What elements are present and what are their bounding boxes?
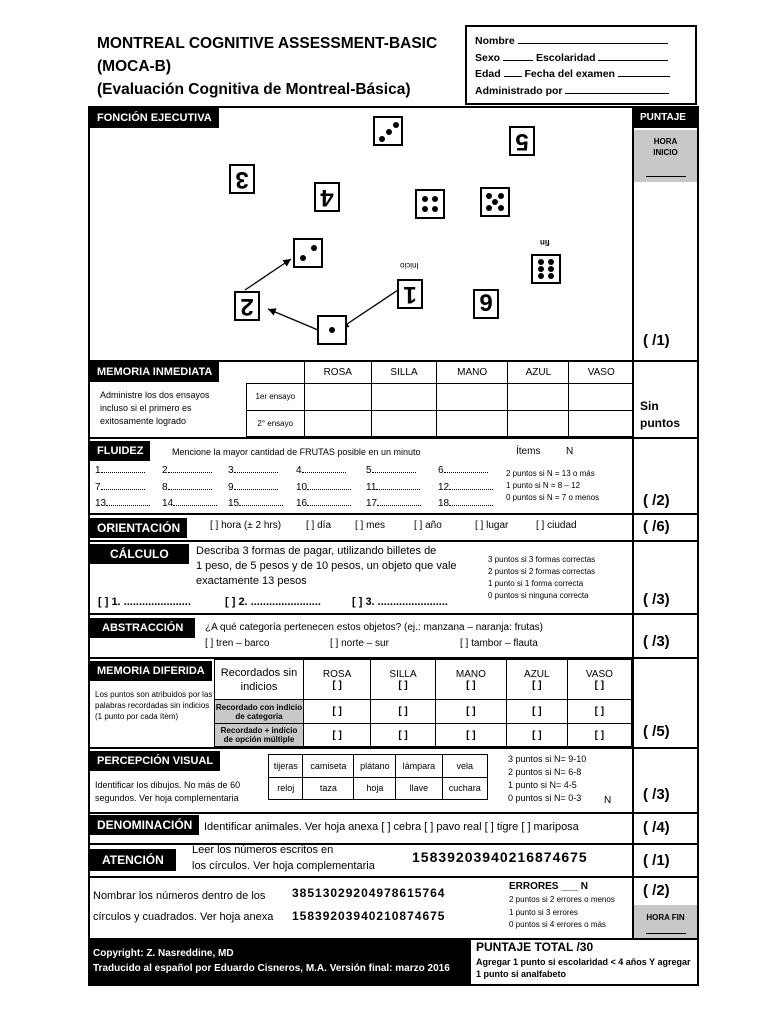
percepcion-rule: 2 puntos si N= 6-8	[508, 767, 582, 777]
diferida-table	[214, 659, 632, 747]
administrado-field[interactable]	[565, 83, 669, 94]
section-title-calculo: CÁLCULO	[90, 544, 189, 564]
fluidez-slot[interactable]	[162, 481, 212, 493]
hora-fin-box	[634, 905, 697, 938]
abstraccion-item-3[interactable]: [ ] tambor – flauta	[460, 638, 538, 649]
fin-label: fin	[540, 238, 550, 247]
section-title-atencion: ATENCIÓN	[90, 849, 176, 871]
sexo-field[interactable]	[503, 50, 533, 61]
checkbox[interactable]: [ ]	[594, 679, 605, 691]
section-title-abstraccion: ABSTRACCIÓN	[90, 618, 195, 638]
word-azul: AZUL	[524, 668, 550, 680]
section-title-percepcion: PERCEPCIÓN VISUAL	[90, 751, 220, 771]
checkbox[interactable]: [ ]	[371, 700, 436, 724]
translation-text: Traducido al español por Eduardo Cisneros, M.A. Versión final: marzo 2016	[93, 963, 450, 974]
calculo-answer-2[interactable]: [ ] 2. .......................	[225, 596, 321, 608]
checkbox[interactable]: [ ]	[435, 700, 506, 724]
word-silla: SILLA	[389, 668, 417, 680]
score-calculo: ( /3)	[643, 591, 670, 608]
section-title-orientacion: ORIENTACIÓN	[90, 518, 187, 538]
recordado-opcion-multiple: Recordado + indicio de opción múltiple	[215, 724, 304, 747]
numeros-sequence-2: 15839203940210874675	[292, 909, 446, 923]
die-three[interactable]	[373, 116, 403, 146]
card-four-rotated[interactable]: 4	[314, 182, 340, 212]
fluidez-slot-number: 11	[366, 482, 377, 493]
cell[interactable]	[569, 384, 634, 411]
fluidez-slot[interactable]	[296, 464, 346, 476]
cell[interactable]	[508, 384, 569, 411]
fluidez-slot[interactable]	[438, 464, 488, 476]
fluidez-slot[interactable]	[228, 481, 278, 493]
fluidez-slot-number: 3	[228, 465, 234, 476]
score-memoria: Sin puntos	[640, 399, 680, 430]
checkbox[interactable]: [ ]	[435, 724, 506, 747]
orient-ano[interactable]: [ ] año	[414, 520, 442, 531]
fluidez-slot[interactable]	[228, 497, 283, 509]
score-abstraccion: ( /3)	[643, 633, 670, 650]
hora-inicio-box	[634, 130, 697, 182]
fluidez-slot[interactable]	[162, 464, 212, 476]
fluidez-slot[interactable]	[228, 464, 278, 476]
nombre-field[interactable]	[518, 33, 668, 44]
fecha-label: Fecha del examen	[524, 68, 615, 80]
percepcion-rule: 3 puntos si N= 9-10	[508, 754, 587, 764]
patient-info-box	[465, 25, 697, 105]
hora-fin-line[interactable]	[646, 933, 686, 934]
orient-hora[interactable]: [ ] hora (± 2 hrs)	[210, 520, 282, 531]
score-fluidez: ( /2)	[643, 492, 670, 509]
calculo-rule: 2 puntos si 2 formas correctas	[488, 567, 596, 576]
orient-dia[interactable]: [ ] día	[306, 520, 332, 531]
fluidez-slot-number: 10	[296, 482, 308, 493]
card-two-rotated[interactable]: 2	[234, 291, 260, 321]
pic-reloj[interactable]: reloj	[269, 777, 303, 800]
sexo-label: Sexo	[475, 51, 501, 64]
fluidez-slot-line	[302, 464, 346, 473]
checkbox[interactable]: [ ]	[466, 679, 476, 691]
fluidez-slot[interactable]	[95, 464, 145, 476]
puntaje-header: PUNTAJE	[634, 108, 697, 128]
fluidez-slot-line	[444, 464, 488, 473]
abstraccion-item-1[interactable]: [ ] tren – barco	[205, 638, 270, 649]
numeros-text-1: Nombrar los números dentro de los	[93, 890, 266, 902]
card-three-rotated[interactable]: 3	[229, 164, 255, 194]
word-mano: MANO	[455, 668, 486, 680]
denominacion-text: Identificar animales. Ver hoja anexa [ ] cebra [ ] pavo real [ ] tigre [ ] mariposa	[204, 821, 579, 833]
pic-tijeras[interactable]: tijeras	[269, 755, 303, 778]
pic-camiseta[interactable]: camiseta	[303, 755, 354, 778]
fluidez-slot-number: 8	[162, 482, 168, 493]
word-vaso: VASO	[585, 668, 613, 680]
die-one[interactable]	[317, 315, 347, 345]
fluidez-slot[interactable]	[366, 481, 420, 493]
section-title-denominacion: DENOMINACIÓN	[90, 815, 199, 835]
divider	[88, 540, 699, 542]
pic-llave[interactable]: llave	[396, 777, 442, 800]
n-label: N	[566, 446, 574, 457]
fluidez-slot-line	[101, 464, 145, 473]
percepcion-rule: 0 puntos si N= 0-3	[508, 793, 582, 803]
fluidez-slot-number: 13	[95, 498, 107, 509]
cell[interactable]	[304, 384, 372, 411]
divider	[88, 437, 699, 439]
fluidez-slot-line	[168, 464, 212, 473]
score-denominacion: ( /4)	[643, 819, 670, 836]
checkbox[interactable]: [ ]	[532, 679, 542, 691]
section-title-memoria: MEMORIA INMEDIATA	[90, 362, 219, 382]
fluidez-slot[interactable]	[366, 497, 421, 509]
calculo-rule: 0 puntos si ninguna correcta	[488, 591, 589, 600]
orient-mes[interactable]: [ ] mes	[355, 520, 386, 531]
score-diferida: ( /5)	[643, 723, 670, 740]
diferida-note: Los puntos son atribuidos por las palabras recordadas sin indicios (1 punto por cada ítem)	[95, 690, 213, 721]
numeros-sequence-1: 38513029204978615764	[292, 886, 446, 900]
checkbox[interactable]: [ ]	[567, 724, 631, 747]
nombre-label: Nombre	[475, 35, 515, 47]
fluidez-slot-number: 12	[438, 482, 450, 493]
errores-label: ERRORES ___ N	[509, 881, 588, 892]
numeros-rule: 0 puntos si 4 errores o más	[509, 920, 606, 929]
fluidez-slot-line	[372, 464, 416, 473]
section-title-ejecutiva: FONCIÓN EJECUTIVA	[90, 108, 219, 128]
pic-platano[interactable]: plátano	[354, 755, 396, 778]
fluidez-rule: 0 puntos si N = 7 o menos	[506, 493, 600, 502]
fluidez-instruction: Mencione la mayor cantidad de FRUTAS posible en un minuto	[172, 447, 421, 457]
checkbox[interactable]: [ ]	[506, 700, 567, 724]
copyright-text: Copyright: Z. Nasreddine, MD	[93, 948, 234, 959]
checkbox[interactable]: [ ]	[567, 700, 631, 724]
word-mano: MANO	[437, 362, 508, 384]
fluidez-slot-line	[234, 464, 278, 473]
hora-fin-label: HORA FIN	[646, 913, 685, 922]
fluidez-rule: 1 punto si N = 8 – 12	[506, 481, 581, 490]
card-nine[interactable]: 9	[473, 289, 499, 319]
cell[interactable]	[437, 410, 508, 437]
hora-inicio-line[interactable]	[646, 176, 686, 177]
calculo-line-1: Describa 3 formas de pagar, utilizando billetes de	[196, 545, 437, 557]
fluidez-slot-line	[449, 481, 493, 490]
orient-lugar[interactable]: [ ] lugar	[475, 520, 509, 531]
cell[interactable]	[569, 410, 634, 437]
cell[interactable]	[372, 410, 437, 437]
checkbox[interactable]: [ ]	[506, 724, 567, 747]
orient-ciudad[interactable]: [ ] ciudad	[536, 520, 577, 531]
numeros-text-2: círculos y cuadrados. Ver hoja anexa	[93, 911, 274, 923]
footer-credits	[88, 940, 471, 986]
fluidez-slot[interactable]	[438, 481, 493, 493]
checkbox[interactable]: [ ]	[304, 700, 371, 724]
title-line-3: (Evaluación Cognitiva de Montreal-Básica)	[97, 81, 411, 98]
fluidez-slot-line	[173, 497, 217, 506]
fluidez-slot-number: 2	[162, 465, 168, 476]
trial-2-label: 2° ensayo	[247, 410, 305, 437]
items-label: Ítems	[516, 446, 541, 457]
numeros-rule: 2 puntos si 2 errores o menos	[509, 895, 615, 904]
fluidez-slot-number: 16	[296, 498, 308, 509]
trail-arrows	[88, 106, 632, 360]
pic-taza[interactable]: taza	[303, 777, 354, 800]
score-atencion: ( /1)	[643, 852, 670, 869]
score-percepcion: ( /3)	[643, 786, 670, 803]
fluidez-slot[interactable]	[95, 497, 150, 509]
fluidez-slot-line	[234, 481, 278, 490]
cell[interactable]	[304, 410, 372, 437]
pic-hoja[interactable]: hoja	[354, 777, 396, 800]
divider	[88, 613, 699, 615]
cell[interactable]	[372, 384, 437, 411]
edad-label: Edad	[475, 68, 501, 80]
title-line-1: MONTREAL COGNITIVE ASSESSMENT-BASIC	[97, 35, 438, 52]
checkbox[interactable]: [ ]	[371, 724, 436, 747]
section-title-fluidez: FLUIDEZ	[90, 441, 150, 461]
divider	[88, 513, 699, 515]
abstraccion-item-2[interactable]: [ ] norte – sur	[330, 638, 389, 649]
inicio-label: Inicio	[400, 261, 419, 270]
escolaridad-field[interactable]	[598, 50, 668, 61]
pic-vela[interactable]: vela	[442, 755, 488, 778]
fluidez-slot-line	[106, 497, 150, 506]
cell[interactable]	[508, 410, 569, 437]
divider	[88, 843, 699, 845]
total-score: PUNTAJE TOTAL /30	[476, 940, 594, 954]
die-five[interactable]	[480, 187, 510, 217]
score-ejecutiva: ( /1)	[643, 332, 670, 349]
fluidez-slot-number: 1	[95, 465, 101, 476]
percepcion-table	[268, 754, 488, 800]
fluidez-slot[interactable]	[366, 464, 416, 476]
calculo-line-3: exactamente 13 pesos	[196, 575, 307, 587]
abstraccion-question: ¿A qué categoría pertenecen estos objetos? (ej.: manzana – naranja: frutas)	[205, 622, 543, 633]
fluidez-slot-line	[377, 497, 421, 506]
fluidez-slot-number: 5	[366, 465, 372, 476]
title-line-2: (MOCA-B)	[97, 58, 172, 75]
divider	[88, 747, 699, 749]
fluidez-slot[interactable]	[296, 497, 351, 509]
percepcion-instruction: Identificar los dibujos. No más de 60 segundos. Ver hoja complementaria	[95, 780, 241, 803]
divider	[88, 812, 699, 814]
checkbox[interactable]: [ ]	[398, 679, 408, 691]
recordado-indicio-categoria: Recordado con indicio de categoría	[215, 700, 304, 724]
fluidez-slot-number: 15	[228, 498, 240, 509]
calculo-line-2: 1 peso, de 5 pesos y de 10 pesos, un objeto que vale	[196, 560, 457, 572]
fluidez-slot-number: 9	[228, 482, 234, 493]
word-azul: AZUL	[508, 362, 569, 384]
total-note: Agregar 1 punto si escolaridad < 4 años Y agregar 1 punto si analfabeto	[476, 957, 691, 979]
memoria-table	[246, 361, 634, 437]
fluidez-slot-number: 18	[438, 498, 450, 509]
fluidez-slot-line	[239, 497, 283, 506]
pic-lampara[interactable]: lámpara	[396, 755, 442, 778]
escolaridad-label: Escolaridad	[535, 51, 596, 64]
administrado-label: Administrado por	[475, 84, 563, 97]
atencion-sequence: 15839203940216874675	[412, 849, 588, 865]
fluidez-slot-line	[307, 497, 351, 506]
word-silla: SILLA	[372, 362, 437, 384]
calculo-rule: 1 punto si 1 forma correcta	[488, 579, 584, 588]
edad-field[interactable]	[504, 66, 522, 77]
fecha-field[interactable]	[618, 66, 670, 77]
score-column-divider	[632, 106, 634, 940]
die-four[interactable]	[415, 189, 445, 219]
trial-1-label: 1er ensayo	[247, 384, 305, 411]
fluidez-slot-number: 6	[438, 465, 444, 476]
fluidez-slot-line	[101, 481, 145, 490]
fluidez-rule: 2 puntos si N = 13 o más	[506, 469, 595, 478]
pic-cuchara[interactable]: cuchara	[442, 777, 488, 800]
fluidez-slot-line	[376, 481, 420, 490]
memoria-instruction: Administre los dos ensayos incluso si el primero es exitosamente logrado	[100, 390, 210, 426]
checkbox[interactable]: [ ]	[304, 724, 371, 747]
card-five-rotated[interactable]: 5	[509, 126, 535, 156]
atencion-text-1: Leer los números escritos en	[192, 844, 334, 856]
fluidez-slot-line	[449, 497, 493, 506]
die-six[interactable]	[531, 254, 561, 284]
card-one-rotated[interactable]: 1	[397, 279, 423, 309]
fluidez-slot[interactable]	[296, 481, 351, 493]
calculo-answer-1[interactable]: [ ] 1. ......................	[98, 596, 191, 608]
fluidez-slot[interactable]	[438, 497, 493, 509]
score-orientacion: ( /6)	[643, 518, 670, 535]
fluidez-slot-line	[168, 481, 212, 490]
word-vaso: VASO	[569, 362, 634, 384]
atencion-text-2: los círculos. Ver hoja complementaria	[192, 860, 375, 872]
percepcion-rule: 1 punto si N= 4-5	[508, 780, 577, 790]
numeros-rule: 1 punto si 3 errores	[509, 908, 578, 917]
word-rosa: ROSA	[322, 668, 352, 680]
fluidez-slot-number: 14	[162, 498, 174, 509]
cell[interactable]	[437, 384, 508, 411]
die-two[interactable]	[293, 238, 323, 268]
section-title-diferida: MEMORIA DIFERIDA	[90, 661, 212, 681]
divider	[88, 876, 699, 878]
fluidez-slot-number: 17	[366, 498, 378, 509]
fluidez-slot-number: 7	[95, 482, 101, 493]
form-title	[97, 32, 437, 101]
fluidez-slot[interactable]	[162, 497, 217, 509]
score-numeros: ( /2)	[643, 882, 670, 899]
recordados-sin-indicios: Recordados sin indicios	[215, 660, 304, 700]
checkbox[interactable]: [ ]	[332, 679, 342, 691]
hora-inicio-label: HORA INICIO	[653, 137, 678, 157]
calculo-rule: 3 puntos si 3 formas correctas	[488, 555, 596, 564]
word-rosa: ROSA	[304, 362, 372, 384]
fluidez-slot-line	[307, 481, 351, 490]
fluidez-slot-number: 4	[296, 465, 302, 476]
calculo-answer-3[interactable]: [ ] 3. .......................	[352, 596, 448, 608]
fluidez-slot[interactable]	[95, 481, 145, 493]
percepcion-n: N	[604, 795, 612, 806]
